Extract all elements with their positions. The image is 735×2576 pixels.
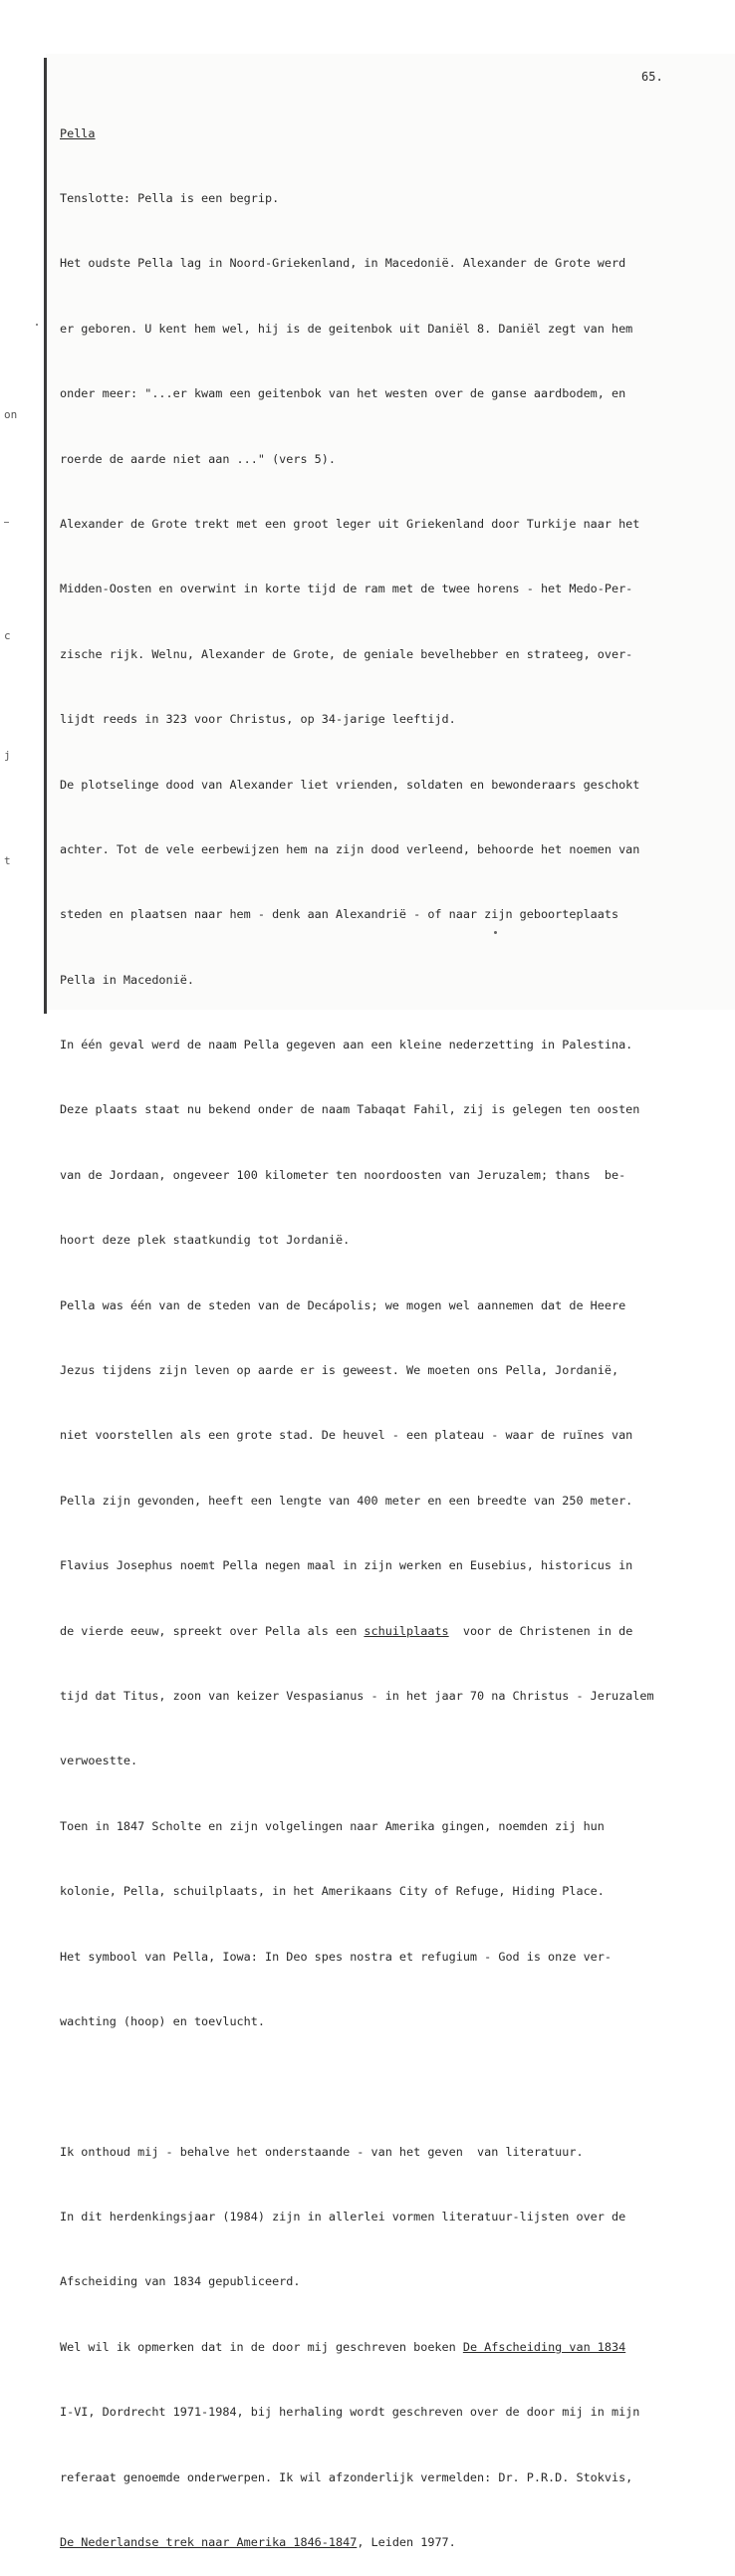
text-line: Flavius Josephus noemt Pella negen maal in zijn werken en Eusebius, historicus in <box>60 1558 633 1573</box>
text-line: roerde de aarde niet aan ..." (vers 5). <box>60 451 336 466</box>
text-line: De plotselinge dood van Alexander liet vrienden, soldaten en bewonderaars geschokt <box>60 777 640 792</box>
margin-tick <box>4 522 9 523</box>
margin-fragment: j <box>4 749 11 762</box>
scan-left-margin <box>0 0 44 1063</box>
text-line: tijd dat Titus, zoon van keizer Vespasianus - in het jaar 70 na Christus - Jeruzalem <box>60 1688 654 1703</box>
text-line: wachting (hoop) en toevlucht. <box>60 2013 265 2028</box>
text-line: In dit herdenkingsjaar (1984) zijn in allerlei vormen literatuur-lijsten over de <box>60 2210 626 2225</box>
text-line: Pella zijn gevonden, heeft een lengte van 400 meter en een breedte van 250 meter. <box>60 1493 633 1508</box>
text-line: van de Jordaan, ongeveer 100 kilometer ten noordoosten van Jeruzalem; thans be- <box>60 1167 626 1182</box>
text-segment: Wel wil ik opmerken dat in de door mij geschreven boeken <box>60 2339 463 2354</box>
text-line: niet voorstellen als een grote stad. De heuvel - een plateau - waar de ruïnes van <box>60 1428 633 1443</box>
margin-fragment: c <box>4 629 11 642</box>
text-line: In één geval werd de naam Pella gegeven aan een kleine nederzetting in Palestina. <box>60 1038 633 1053</box>
text-segment: voor de Christenen in de <box>448 1623 633 1638</box>
body-text <box>60 80 687 2576</box>
text-segment: , Leiden 1977. <box>357 2535 456 2550</box>
text-line: Jezus tijdens zijn leven op aarde er is geweest. We moeten ons Pella, Jordanië, <box>60 1363 619 1378</box>
ink-speck <box>36 324 38 326</box>
page-title: Pella <box>60 125 96 140</box>
page-number: 65. <box>641 70 663 84</box>
text-segment: de vierde eeuw, spreekt over Pella als een <box>60 1623 365 1638</box>
text-line: Deze plaats staat nu bekend onder de naam Tabaqat Fahil, zij is gelegen ten oosten <box>60 1102 640 1117</box>
margin-fragment: t <box>4 854 11 867</box>
text-line: Het oudste Pella lag in Noord-Griekenland, in Macedonië. Alexander de Grote werd <box>60 256 626 271</box>
text-line <box>60 1621 687 1643</box>
text-line: hoort deze plek staatkundig tot Jordanië. <box>60 1233 351 1248</box>
book-title-nederlandse-trek: De Nederlandse trek naar Amerika 1846-1847 <box>60 2535 358 2550</box>
text-line: Pella in Macedonië. <box>60 972 194 987</box>
text-line: achter. Tot de vele eerbewijzen hem na zijn dood verleend, behoorde het noemen van <box>60 841 640 856</box>
text-line: Ik onthoud mij - behalve het onderstaande - van het geven van literatuur. <box>60 2144 584 2159</box>
text-line: Toen in 1847 Scholte en zijn volgelingen naar Amerika gingen, noemden zij hun <box>60 1818 605 1833</box>
text-line: Midden-Oosten en overwint in korte tijd de ram met de twee horens - het Medo-Per- <box>60 582 633 596</box>
text-line: Het symbool van Pella, Iowa: In Deo spes nostra et refugium - God is onze ver- <box>60 1949 612 1964</box>
text-line <box>60 2532 687 2554</box>
text-line: referaat genoemde onderwerpen. Ik wil afzonderlijk vermelden: Dr. P.R.D. Stokvis, <box>60 2469 633 2484</box>
underlined-term: schuilplaats <box>364 1623 449 1638</box>
text-line: Afscheiding van 1834 gepubliceerd. <box>60 2274 301 2289</box>
text-line: zische rijk. Welnu, Alexander de Grote, de geniale bevelhebber en strateeg, over- <box>60 646 633 661</box>
text-line: I-VI, Dordrecht 1971-1984, bij herhaling wordt geschreven over de door mij in mijn <box>60 2405 640 2420</box>
book-title-afscheiding: De Afscheiding van 1834 <box>462 2339 626 2354</box>
text-line: er geboren. U kent hem wel, hij is de geitenbok uit Daniël 8. Daniël zegt van hem <box>60 321 633 336</box>
margin-fragment: on <box>4 408 18 421</box>
text-line: steden en plaatsen naar hem - denk aan Alexandrië - of naar zijn geboorteplaats <box>60 907 619 922</box>
text-line: Alexander de Grote trekt met een groot leger uit Griekenland door Turkije naar het <box>60 516 640 531</box>
binding-edge <box>44 58 47 1014</box>
ink-speck <box>494 931 497 934</box>
text-line: Tenslotte: Pella is een begrip. <box>60 190 280 205</box>
text-line: verwoestte. <box>60 1754 138 1768</box>
text-line <box>60 2337 687 2359</box>
text-line: kolonie, Pella, schuilplaats, in het Amerikaans City of Refuge, Hiding Place. <box>60 1884 605 1899</box>
text-line: Pella was één van de steden van de Decápolis; we mogen wel aannemen dat de Heere <box>60 1297 626 1312</box>
paragraph-gap <box>60 2076 687 2098</box>
text-line: onder meer: "...er kwam een geitenbok van het westen over de ganse aardbodem, en <box>60 386 626 401</box>
text-line: lijdt reeds in 323 voor Christus, op 34-jarige leeftijd. <box>60 712 456 727</box>
